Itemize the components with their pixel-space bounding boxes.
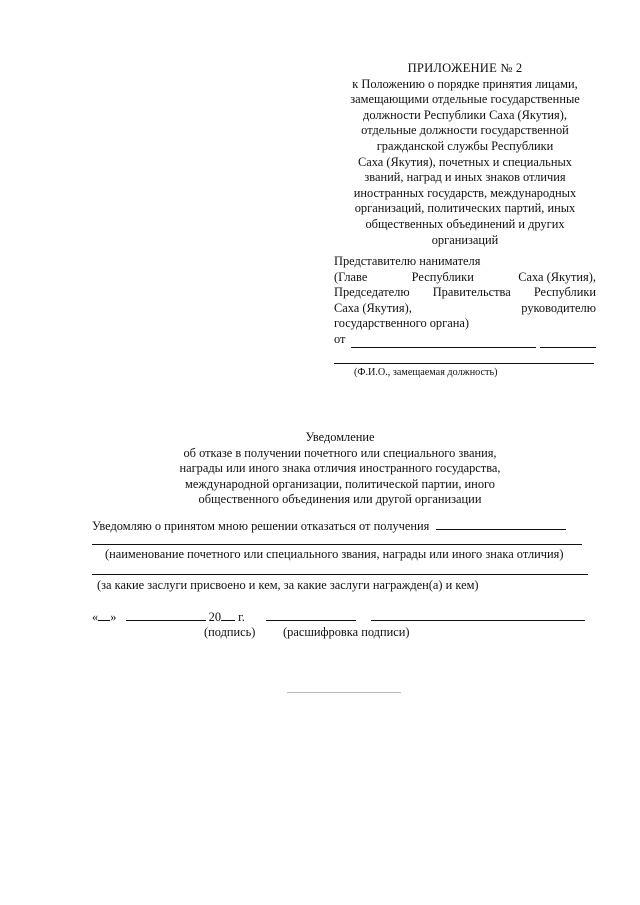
addressee-line	[334, 285, 596, 301]
addressee-word: (Главе	[334, 269, 368, 284]
merits-caption: (за какие заслуги присвоено и кем, за какие заслуги награжден(а) и кем)	[97, 578, 479, 592]
addressee-line: государственного органа)	[334, 316, 469, 331]
addressee-word: Саха (Якутия),	[518, 269, 596, 284]
position-field[interactable]	[334, 348, 594, 364]
addressee-line	[334, 270, 596, 286]
award-field-start[interactable]	[436, 518, 566, 530]
signature-field[interactable]	[266, 609, 356, 621]
notice-line: общественного объединения или другой организации	[198, 492, 482, 507]
day-field[interactable]	[98, 609, 110, 621]
appendix-line: организаций, политических партий, иных	[354, 201, 576, 216]
month-field[interactable]	[126, 609, 206, 621]
award-caption: (наименование почетного или специального звания, награды или иного знака отличия)	[105, 547, 564, 561]
appendix-line: к Положению о порядке принятия лицами,	[352, 76, 578, 91]
from-row	[334, 332, 596, 348]
addressee-word: Саха (Якутия),	[334, 300, 412, 315]
notice-title: Уведомление	[305, 430, 375, 444]
notice-heading	[120, 430, 560, 508]
appendix-line: званий, наград и иных знаков отличия	[364, 170, 566, 185]
statement-text: Уведомляю о принятом мною решении отказаться от получения	[92, 519, 430, 533]
appendix-line: гражданской службы Республики	[376, 138, 554, 153]
signature-label: (подпись)	[204, 625, 256, 639]
end-divider	[287, 692, 401, 693]
appendix-line: отдельные должности государственной	[361, 123, 569, 138]
quote-open: «	[92, 610, 99, 624]
from-name-field[interactable]	[351, 335, 536, 348]
appendix-title: ПРИЛОЖЕНИЕ № 2	[407, 61, 523, 75]
appendix-line: иностранных государств, международных	[353, 185, 577, 200]
year-field[interactable]	[221, 609, 235, 621]
addressee-line	[334, 301, 596, 317]
year-suffix: г.	[238, 610, 245, 624]
addressee-word: Председателю	[334, 285, 410, 300]
addressee-word: руководителю	[521, 300, 596, 315]
appendix-line: Саха (Якутия), почетных и специальных	[357, 154, 572, 169]
appendix-block	[330, 61, 600, 248]
signature-row	[92, 609, 585, 625]
merits-field[interactable]	[92, 574, 588, 575]
quote-close: »	[110, 610, 117, 624]
addressee-word: Правительства	[432, 285, 511, 300]
from-extra-field[interactable]	[540, 335, 596, 348]
appendix-line: организаций	[431, 232, 499, 247]
appendix-line: должности Республики Саха (Якутия),	[363, 107, 567, 122]
statement-row	[92, 518, 566, 534]
addressee-word: Республики	[411, 269, 474, 284]
award-field[interactable]	[92, 544, 582, 545]
notice-line: об отказе в получении почетного или специального звания,	[183, 445, 497, 460]
year-prefix: 20	[208, 610, 222, 624]
signature-decrypt-field-end[interactable]	[541, 609, 585, 621]
from-label: от	[334, 331, 346, 346]
addressee-word: Республики	[533, 285, 596, 300]
addressee-block	[334, 254, 596, 380]
signature-decrypt-field[interactable]	[371, 609, 541, 621]
decrypt-label: (расшифровка подписи)	[283, 625, 410, 639]
appendix-line: общественных объединений и других	[365, 216, 565, 231]
from-hint: (Ф.И.О., замещаемая должность)	[354, 366, 498, 378]
notice-line: международной организации, политической партии, иного	[185, 476, 495, 491]
notice-line: награды или иного знака отличия иностранного государства,	[179, 461, 501, 476]
addressee-line: Представителю нанимателя	[334, 254, 481, 268]
appendix-line: замещающими отдельные государственные	[350, 92, 580, 107]
